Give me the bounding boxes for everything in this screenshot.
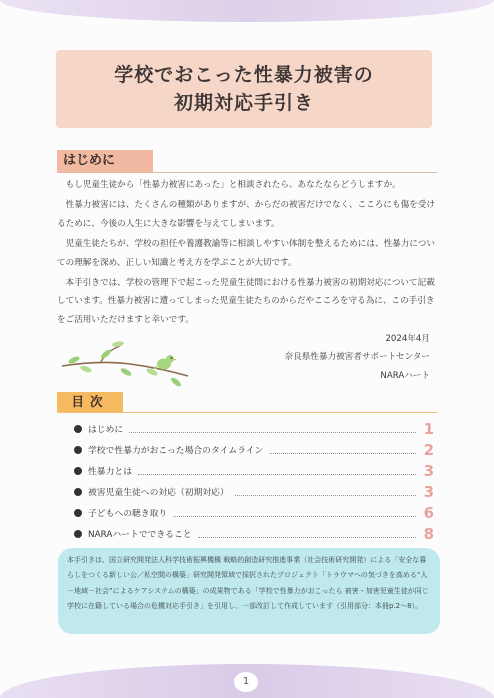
toc-item-label: NARAハートでできること xyxy=(88,530,192,540)
organization-name: 奈良県性暴力被害者サポートセンター xyxy=(284,352,430,363)
table-of-contents xyxy=(74,418,434,544)
bullet-icon xyxy=(74,467,82,475)
top-decorative-band xyxy=(0,0,494,22)
dot-leader xyxy=(235,487,416,496)
toc-item[interactable] xyxy=(74,523,434,544)
intro-heading: はじめに xyxy=(57,150,153,172)
title-box xyxy=(56,50,432,128)
toc-item-page: 2 xyxy=(423,440,434,459)
dot-leader xyxy=(129,424,416,433)
intro-body xyxy=(57,176,437,329)
bullet-icon xyxy=(74,488,82,496)
bullet-icon xyxy=(74,530,82,538)
dot-leader xyxy=(173,508,416,517)
toc-item-label: 性暴力とは xyxy=(88,467,132,477)
dot-leader xyxy=(198,529,416,538)
toc-item-page: 6 xyxy=(423,503,434,522)
dot-leader xyxy=(269,445,416,454)
page-number: 1 xyxy=(234,672,258,692)
toc-section-header xyxy=(57,392,437,413)
bullet-icon xyxy=(74,425,82,433)
toc-item-label: はじめに xyxy=(88,425,124,435)
toc-item-page: 3 xyxy=(423,461,434,480)
bullet-icon xyxy=(74,446,82,454)
toc-item-label: 子どもへの聴き取り xyxy=(88,509,168,519)
toc-item-page: 3 xyxy=(423,482,434,501)
citation-note: 本手引きは、国立研究開発法人科学技術振興機構 戦略的創造研究推進事業（社会技術研究開発）による「安全な暮らしをつくる新しい公／私空間の構築」研究開発領域で採択されたプロジェクト「トラウマへの気づきを高める“人－地域－社会”によるケアシステムの構築」の成果物である「学校で性暴力がおこったら 被害・加害児童生徒が同じ学校に在籍している場合の危機対応手引き」を引用し、一部改訂して作成しています（引用部分：本冊p.2〜8）。 xyxy=(58,548,440,634)
dot-leader xyxy=(138,466,416,475)
toc-item-page: 1 xyxy=(423,419,434,438)
toc-item[interactable] xyxy=(74,502,434,523)
branch-with-bird-icon xyxy=(60,336,192,388)
toc-heading: 目次 xyxy=(57,392,123,412)
intro-paragraph: 児童生徒たちが、学校の担任や養護教諭等に相談しやすい体制を整えるためには、性暴力についての理解を深め、正しい知識と考え方を学ぶことが大切です。 xyxy=(57,239,435,268)
bullet-icon xyxy=(74,509,82,517)
intro-section-header xyxy=(57,150,437,173)
toc-item[interactable] xyxy=(74,418,434,439)
document-title-line-1: 学校でおこった性暴力被害の xyxy=(114,64,374,86)
toc-item-label: 被害児童生徒への対応（初期対応） xyxy=(88,488,229,498)
toc-item-page: 8 xyxy=(423,524,434,543)
signature-block xyxy=(285,330,431,385)
intro-paragraph: 本手引きでは、学校の管理下で起こった児童生徒間における性暴力被害の初期対応について記載しています。性暴力被害に遭ってしまった児童生徒たちのからだやこころを守る為に、この手引きをご活用いただけますと幸いです。 xyxy=(57,278,435,325)
toc-item[interactable] xyxy=(74,481,434,502)
intro-paragraph: 性暴力被害には、たくさんの種類がありますが、からだの被害だけでなく、こころにも傷を受けるために、今後の人生に大きな影響を与えてしまいます。 xyxy=(57,200,435,229)
toc-item-label: 学校で性暴力がおこった場合のタイムライン xyxy=(88,446,264,456)
document-title-line-2: 初期対応手引き xyxy=(173,92,314,114)
issue-date: 2024年4月 xyxy=(385,334,430,344)
intro-paragraph: もし児童生徒から「性暴力被害にあった」と相談されたら、あなたならどうしますか。 xyxy=(65,180,401,190)
organization-short-name: NARAハート xyxy=(380,370,430,381)
toc-item[interactable] xyxy=(74,460,434,481)
toc-item[interactable] xyxy=(74,439,434,460)
